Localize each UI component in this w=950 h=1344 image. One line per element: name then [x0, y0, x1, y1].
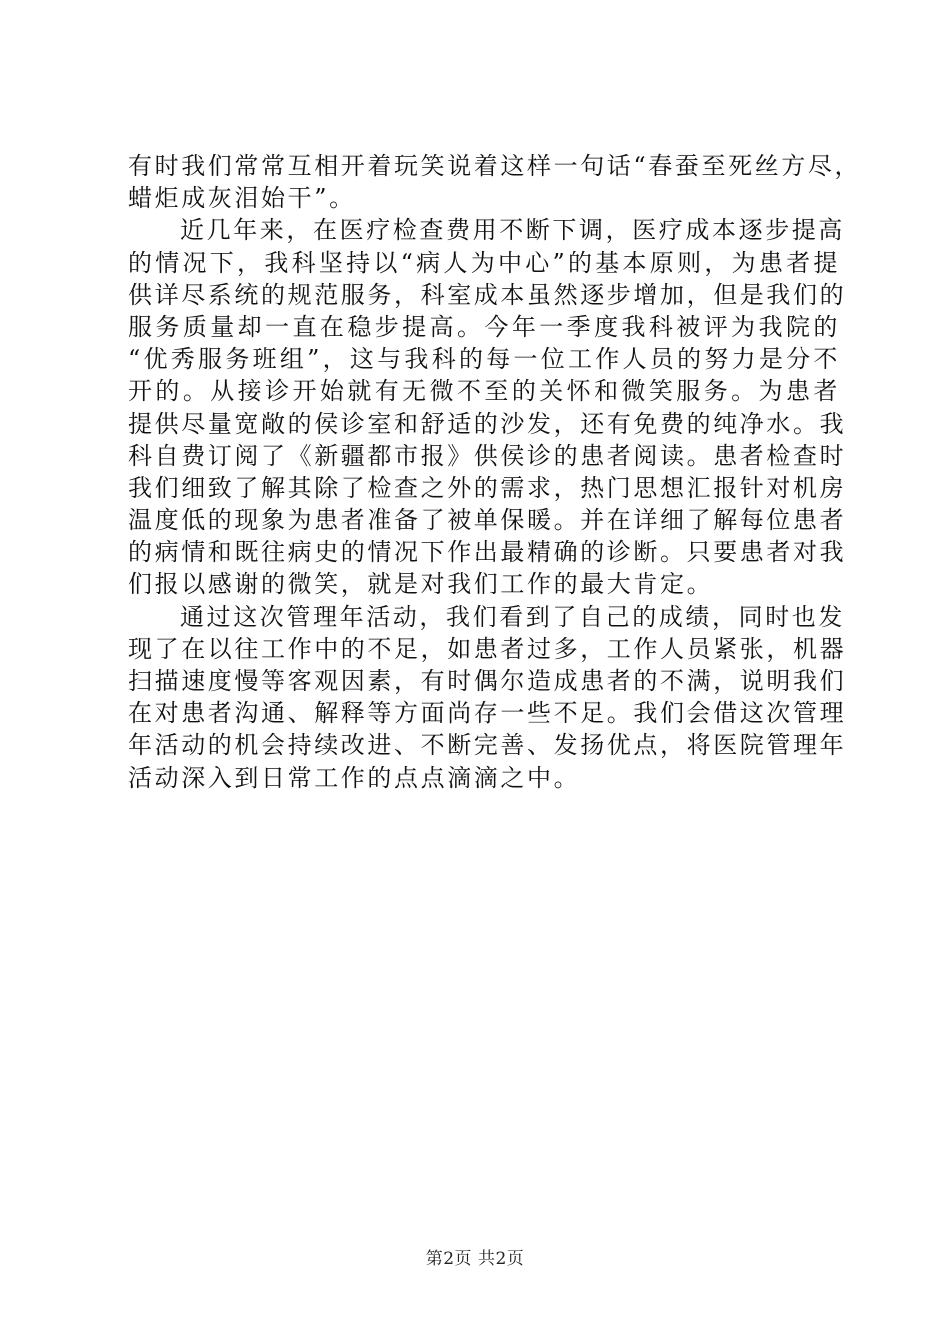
text-line: 扫描速度慢等客观因素，有时偶尔造成患者的不满，说明我们 [128, 667, 847, 695]
text-line: 科自费订阅了《新疆都市报》供侯诊的患者阅读。患者检查时 [128, 441, 847, 470]
text-line: 开的。从接诊开始就有无微不至的关怀和微笑服务。为患者 [128, 377, 840, 406]
text-line: 在对患者沟通、解释等方面尚存一些不足。我们会借这次管理 [128, 699, 847, 728]
text-line: 通过这次管理年活动，我们看到了自己的成绩，同时也发 [180, 602, 845, 631]
page-number-footer: 第2页 共2页 [425, 1249, 525, 1269]
text-line: 的情况下，我科坚持以“病人为中心”的基本原则，为患者提 [128, 248, 840, 277]
text-line: 年活动的机会持续改进、不断完善、发扬优点，将医院管理年 [128, 731, 847, 760]
text-line: 们报以感谢的微笑，就是对我们工作的最大肯定。 [128, 570, 714, 599]
text-line: 供详尽系统的规范服务，科室成本虽然逐步增加，但是我们的 [128, 280, 847, 309]
text-line: 的病情和既往病史的情况下作出最精确的诊断。只要患者对我 [128, 538, 847, 567]
text-line: 服务质量却一直在稳步提高。今年一季度我科被评为我院的 [128, 312, 840, 341]
text-line: “优秀服务班组”，这与我科的每一位工作人员的努力是分不 [128, 345, 840, 374]
paragraph [128, 214, 847, 600]
text-line: 温度低的现象为患者准备了被单保暖。并在详细了解每位患者 [128, 506, 847, 535]
text-line: 活动深入到日常工作的点点滴滴之中。 [128, 763, 581, 792]
text-line: 现了在以往工作中的不足，如患者过多，工作人员紧张，机器 [128, 634, 847, 663]
text-line: 蜡炬成灰泪始干”。 [128, 184, 356, 213]
document-body [128, 150, 862, 794]
text-line: 提供尽量宽敞的侯诊室和舒适的沙发，还有免费的纯净水。我 [128, 409, 847, 438]
paragraph [128, 150, 862, 214]
paragraph [128, 601, 847, 794]
text-line: 近几年来，在医疗检查费用不断下调，医疗成本逐步提高 [180, 216, 845, 245]
text-line: 我们细致了解其除了检查之外的需求，热门思想汇报针对机房 [128, 473, 847, 502]
text-line: 有时我们常常互相开着玩笑说着这样一句话“春蚕至死丝方尽， [128, 152, 862, 180]
